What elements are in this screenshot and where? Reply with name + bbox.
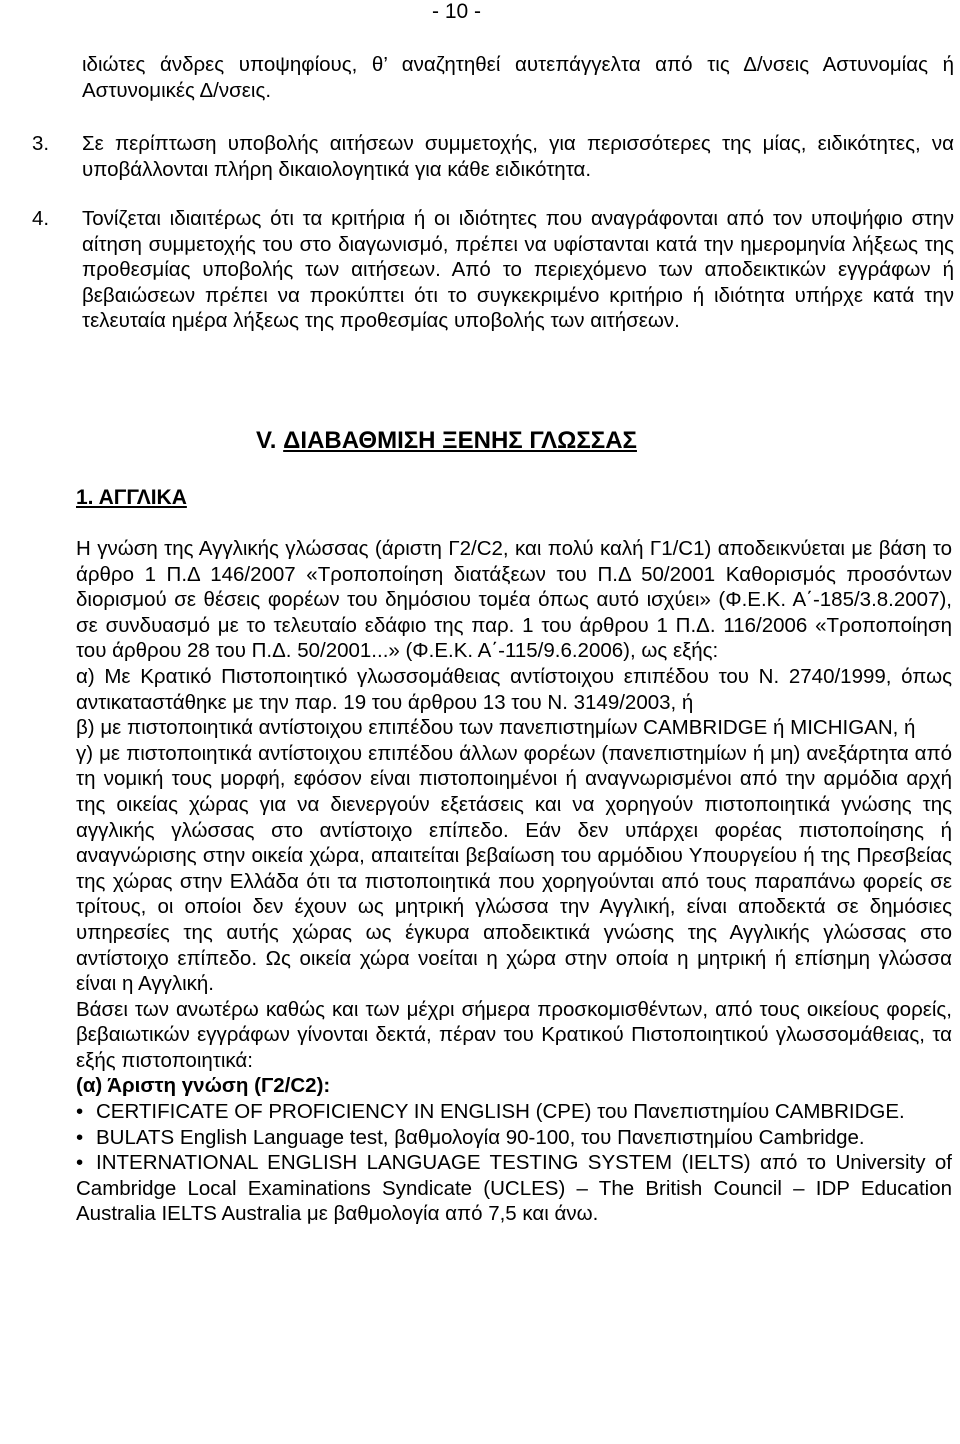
section-title: ΔΙΑΒΑΘΜΙΣΗ ΞΕΝΗΣ ΓΛΩΣΣΑΣ [283, 427, 637, 454]
item-number: 4. [32, 207, 50, 230]
body-text [76, 536, 952, 1227]
list-item [76, 1125, 952, 1151]
page-number: - 10 - [432, 0, 482, 23]
section-roman: V. [256, 427, 277, 454]
list-item [76, 1099, 952, 1125]
item-text: Τονίζεται ιδιαιτέρως ότι τα κριτήρια ή οι ιδιότητες που αναγράφονται από τον υποψήφιο στην αίτηση συμμετοχής του στο διαγωνισμό, πρέπει να υφίστανται κατά την ημερομηνία λήξεως της προθεσμίας υποβολής των αιτήσεων. Από το περιεχόμενο των αποδεικτικών εγγράφων ή βεβαιώσεων πρέπει να προκύπτει ότι το συγκεκριμένο κριτήριο ή ιδιότητα υπήρχε κατά την τελευταία ημέρα λήξεως της προθεσμίας υποβολής των αιτήσεων. [82, 207, 954, 333]
bullet-text: BULATS English Language test, βαθμολογία 90-100, του Πανεπιστημίου Cambridge. [96, 1125, 865, 1149]
section-heading [256, 427, 637, 455]
bullet-text: INTERNATIONAL ENGLISH LANGUAGE TESTING SYSTEM (IELTS) από το University of Cambridge Local Examinations Syndicate (UCLES) – The British Council – IDP Education Australia IELTS Australia με βαθμολογία από 7,5 και άνω. [76, 1151, 952, 1226]
item-number: 3. [32, 132, 50, 155]
item-text: ιδιώτες άνδρες υποψηφίους, θ’ αναζητηθεί αυτεπάγγελτα από τις Δ/νσεις Αστυνομίας ή Αστυνομικές Δ/νσεις. [82, 53, 954, 102]
subsection-heading: 1. ΑΓΓΛΙΚΑ [76, 486, 187, 509]
intro-paragraph: Η γνώση της Αγγλικής γλώσσας (άριστη Γ2/C2, και πολύ καλή Γ1/C1) αποδεικνύεται με βάση το άρθρο 1 Π.Δ 146/2007 «Τροποποίηση διατάξεων του Π.Δ 50/2001 Καθορισμός προσόντων διορισμού σε θέσεις φορέων του δημόσιου τομέα όπως αυτό ισχύει» (Φ.Ε.Κ. Α΄-185/3.8.2007), σε συνδυασμό με το τελευταίο εδάφιο της παρ. 1 του άρθρου 1 Π.Δ. 116/2006 «Τροποποίηση του άρθρου 28 του Π.Δ. 50/2001...» (Φ.Ε.Κ. Α΄-115/9.6.2006), ως εξής: [76, 537, 952, 663]
paragraph-c: γ) με πιστοποιητικά αντίστοιχου επιπέδου άλλων φορέων (πανεπιστημίων ή μη) ανεξάρτητα από τη νομική τους μορφή, εφόσον είναι πιστοποιημένοι ή αναγνωρισμένοι από την αρμόδια αρχή της οικείας χώρας για να διενεργούν εξετάσεις και να χορηγούν πιστοποιητικά γνώσης της αγγλικής γλώσσας στο αντίστοιχο επίπεδο. Εάν δεν υπάρχει φορέας πιστοποίησης ή αναγνώρισης στην οικεία χώρα, απαιτείται βεβαίωση του αρμόδιου Υπουργείου ή της Πρεσβείας της χώρας στην Ελλάδα ότι τα πιστοποιητικά που χορηγούνται από τους παραπάνω φορείς σε τρίτους, οι οποίοι δεν έχουν ως μητρική γλώσσα την Αγγλική, είναι αποδεκτά σε δημόσιες υπηρεσίες της αυτής χώρας ως έγκυρα αποδεικτικά γνώσης της Αγγλικής γλώσσας στο αντίστοιχο επίπεδο. Ως οικεία χώρα νοείται η χώρα στην οποία η μητρική ή επίσημη γλώσσα είναι η Αγγλική. [76, 741, 952, 996]
paragraph-d: Βάσει των ανωτέρω καθώς και των μέχρι σήμερα προσκομισθέντων, από τους οικείους φορείς, βεβαιωτικών εγγράφων γίνονται δεκτά, πέραν του Κρατικού Πιστοποιητικού γλωσσομάθειας, τα εξής πιστοποιητικά: [76, 997, 952, 1072]
level-heading: (α) Άριστη γνώση (Γ2/C2): [76, 1074, 331, 1098]
list-item [76, 1150, 952, 1227]
paragraph-a: α) Με Κρατικό Πιστοποιητικό γλωσσομάθειας αντίστοιχου επιπέδου του Ν. 2740/1999, όπως αντικαταστάθηκε με την παρ. 19 του άρθρου 13 του Ν. 3149/2003, ή [76, 664, 952, 714]
certificate-list [76, 1099, 952, 1227]
list-item [32, 52, 954, 103]
paragraph-b: β) με πιστοποιητικά αντίστοιχου επιπέδου των πανεπιστημίων CAMBRIDGE ή MICHIGAN, ή [76, 716, 916, 740]
item-text: Σε περίπτωση υποβολής αιτήσεων συμμετοχής, για περισσότερες της μίας, ειδικότητες, να υποβάλλονται πλήρη δικαιολογητικά για κάθε ειδικότητα. [82, 132, 954, 181]
list-item [32, 206, 954, 334]
bullet-text: CERTIFICATE OF PROFICIENCY IN ENGLISH (CPE) του Πανεπιστημίου CAMBRIDGE. [96, 1100, 905, 1124]
list-item [32, 131, 954, 182]
